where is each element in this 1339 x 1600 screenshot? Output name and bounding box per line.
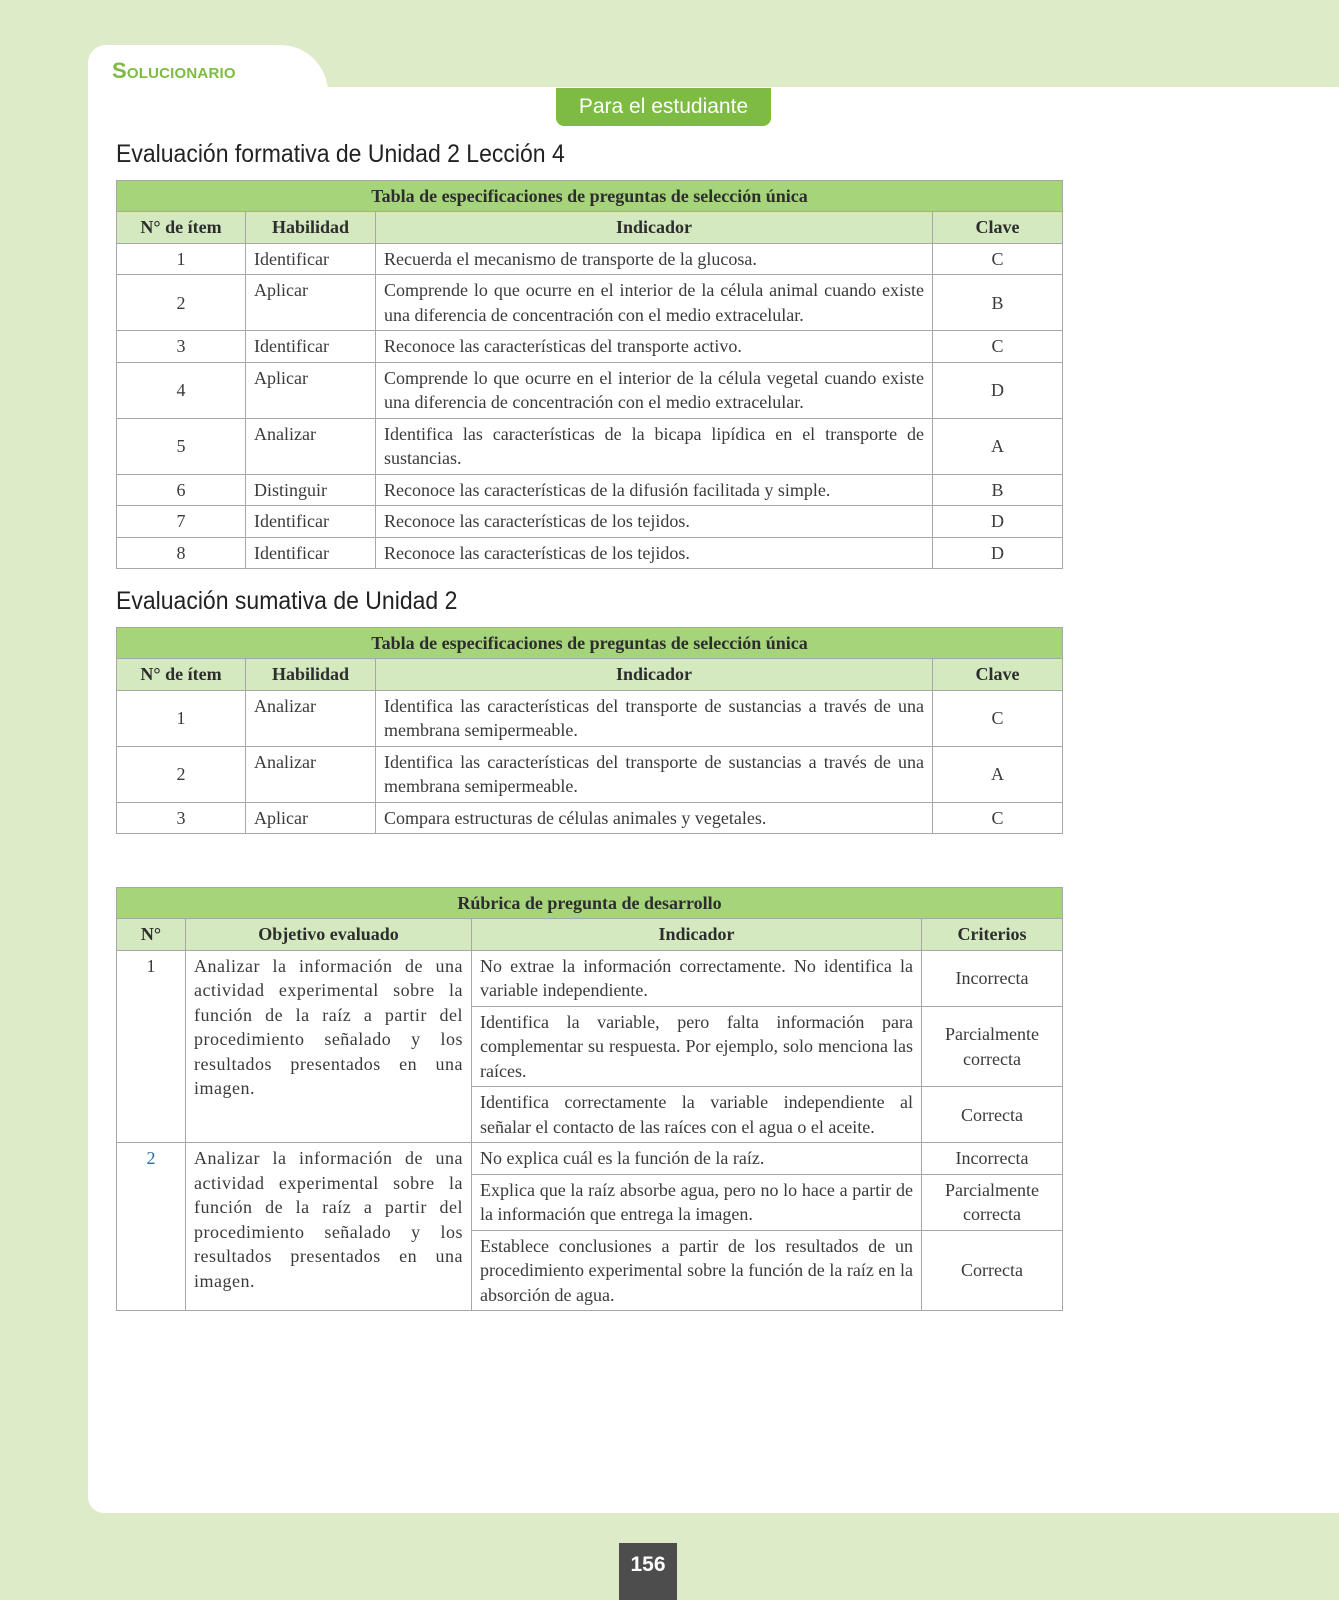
skill-cell: Aplicar [246,275,376,331]
skill-cell: Distinguir [246,474,376,505]
column-header: Indicador [376,212,933,243]
indicator-cell: Identifica la variable, pero falta información para complementar su respuesta. Por ejemplo, solo menciona las raíces. [472,1006,922,1086]
skill-cell: Identificar [246,331,376,362]
column-header: Clave [933,212,1063,243]
skill-cell: Aplicar [246,802,376,833]
column-header: N° de ítem [117,659,246,690]
item-number: 2 [117,1143,186,1311]
skill-cell: Identificar [246,243,376,274]
indicator-cell: Reconoce las características de los tejidos. [376,506,933,537]
criterion-cell: Correcta [922,1230,1063,1310]
answer-key: C [933,690,1063,746]
table-row [117,243,1063,274]
objective-cell: Analizar la información de una actividad experimental sobre la función de la raíz a partir del procedimiento señalado y los resultados presentados en una imagen. [186,1143,472,1311]
item-number: 3 [117,802,246,833]
answer-key: C [933,243,1063,274]
answer-key: C [933,331,1063,362]
table-sumativa [116,627,1063,834]
table-row [117,474,1063,505]
indicator-cell: Identifica las características del transporte de sustancias a través de una membrana semipermeable. [376,746,933,802]
answer-key: C [933,802,1063,833]
item-number: 8 [117,537,246,568]
table-row [117,950,1063,1006]
brand-title: Solucionario [112,58,236,83]
indicator-cell: Comprende lo que ocurre en el interior de la célula animal cuando existe una diferencia de concentración con el medio extracelular. [376,275,933,331]
indicator-cell: Reconoce las características del transporte activo. [376,331,933,362]
skill-cell: Identificar [246,537,376,568]
answer-key: A [933,418,1063,474]
table-formativa [116,180,1063,569]
table-row [117,802,1063,833]
indicator-cell: Recuerda el mecanismo de transporte de la glucosa. [376,243,933,274]
table-row [117,746,1063,802]
column-header: N° [117,919,186,950]
answer-key: D [933,537,1063,568]
indicator-cell: Explica que la raíz absorbe agua, pero no lo hace a partir de la información que entrega la imagen. [472,1174,922,1230]
column-header: Clave [933,659,1063,690]
indicator-cell: Comprende lo que ocurre en el interior de la célula vegetal cuando existe una diferencia de concentración con el medio extracelular. [376,362,933,418]
criterion-cell: Parcialmente correcta [922,1006,1063,1086]
table-row [117,331,1063,362]
item-number: 6 [117,474,246,505]
indicator-cell: Establece conclusiones a partir de los resultados de un procedimiento experimental sobre la función de la raíz en la absorción de agua. [472,1230,922,1310]
answer-key: D [933,506,1063,537]
skill-cell: Aplicar [246,362,376,418]
item-number: 5 [117,418,246,474]
skill-cell: Analizar [246,690,376,746]
column-header: Indicador [376,659,933,690]
skill-cell: Analizar [246,746,376,802]
criterion-cell: Parcialmente correcta [922,1174,1063,1230]
indicator-cell: No extrae la información correctamente. No identifica la variable independiente. [472,950,922,1006]
indicator-cell: Reconoce las características de la difusión facilitada y simple. [376,474,933,505]
item-number: 7 [117,506,246,537]
answer-key: A [933,746,1063,802]
table-row [117,275,1063,331]
criterion-cell: Incorrecta [922,1143,1063,1174]
item-number: 4 [117,362,246,418]
rubric-table [116,887,1063,1311]
table-title: Rúbrica de pregunta de desarrollo [117,888,1063,919]
page-number: 156 [619,1543,677,1600]
table-row [117,537,1063,568]
column-header: Indicador [472,919,922,950]
table-row [117,506,1063,537]
table-row [117,418,1063,474]
item-number: 1 [117,243,246,274]
indicator-cell: Reconoce las características de los tejidos. [376,537,933,568]
skill-cell: Identificar [246,506,376,537]
section-heading-formativa: Evaluación formativa de Unidad 2 Lección 4 [116,140,565,168]
indicator-cell: Identifica las características del transporte de sustancias a través de una membrana semipermeable. [376,690,933,746]
column-header: Habilidad [246,212,376,243]
criterion-cell: Incorrecta [922,950,1063,1006]
item-number: 2 [117,746,246,802]
table-row [117,690,1063,746]
column-header: N° de ítem [117,212,246,243]
indicator-cell: No explica cuál es la función de la raíz. [472,1143,922,1174]
indicator-cell: Compara estructuras de células animales y vegetales. [376,802,933,833]
audience-badge: Para el estudiante [556,88,771,126]
column-header: Criterios [922,919,1063,950]
item-number: 1 [117,690,246,746]
indicator-cell: Identifica las características de la bicapa lipídica en el transporte de sustancias. [376,418,933,474]
answer-key: D [933,362,1063,418]
criterion-cell: Correcta [922,1087,1063,1143]
column-header: Objetivo evaluado [186,919,472,950]
objective-cell: Analizar la información de una actividad experimental sobre la función de la raíz a partir del procedimiento señalado y los resultados presentados en una imagen. [186,950,472,1142]
section-heading-sumativa: Evaluación sumativa de Unidad 2 [116,587,458,615]
table-title: Tabla de especificaciones de preguntas de selección única [117,628,1063,659]
column-header: Habilidad [246,659,376,690]
item-number: 1 [117,950,186,1142]
answer-key: B [933,474,1063,505]
indicator-cell: Identifica correctamente la variable independiente al señalar el contacto de las raíces con el agua o el aceite. [472,1087,922,1143]
answer-key: B [933,275,1063,331]
skill-cell: Analizar [246,418,376,474]
table-title: Tabla de especificaciones de preguntas de selección única [117,181,1063,212]
table-row [117,362,1063,418]
table-row [117,1143,1063,1174]
item-number: 2 [117,275,246,331]
item-number: 3 [117,331,246,362]
